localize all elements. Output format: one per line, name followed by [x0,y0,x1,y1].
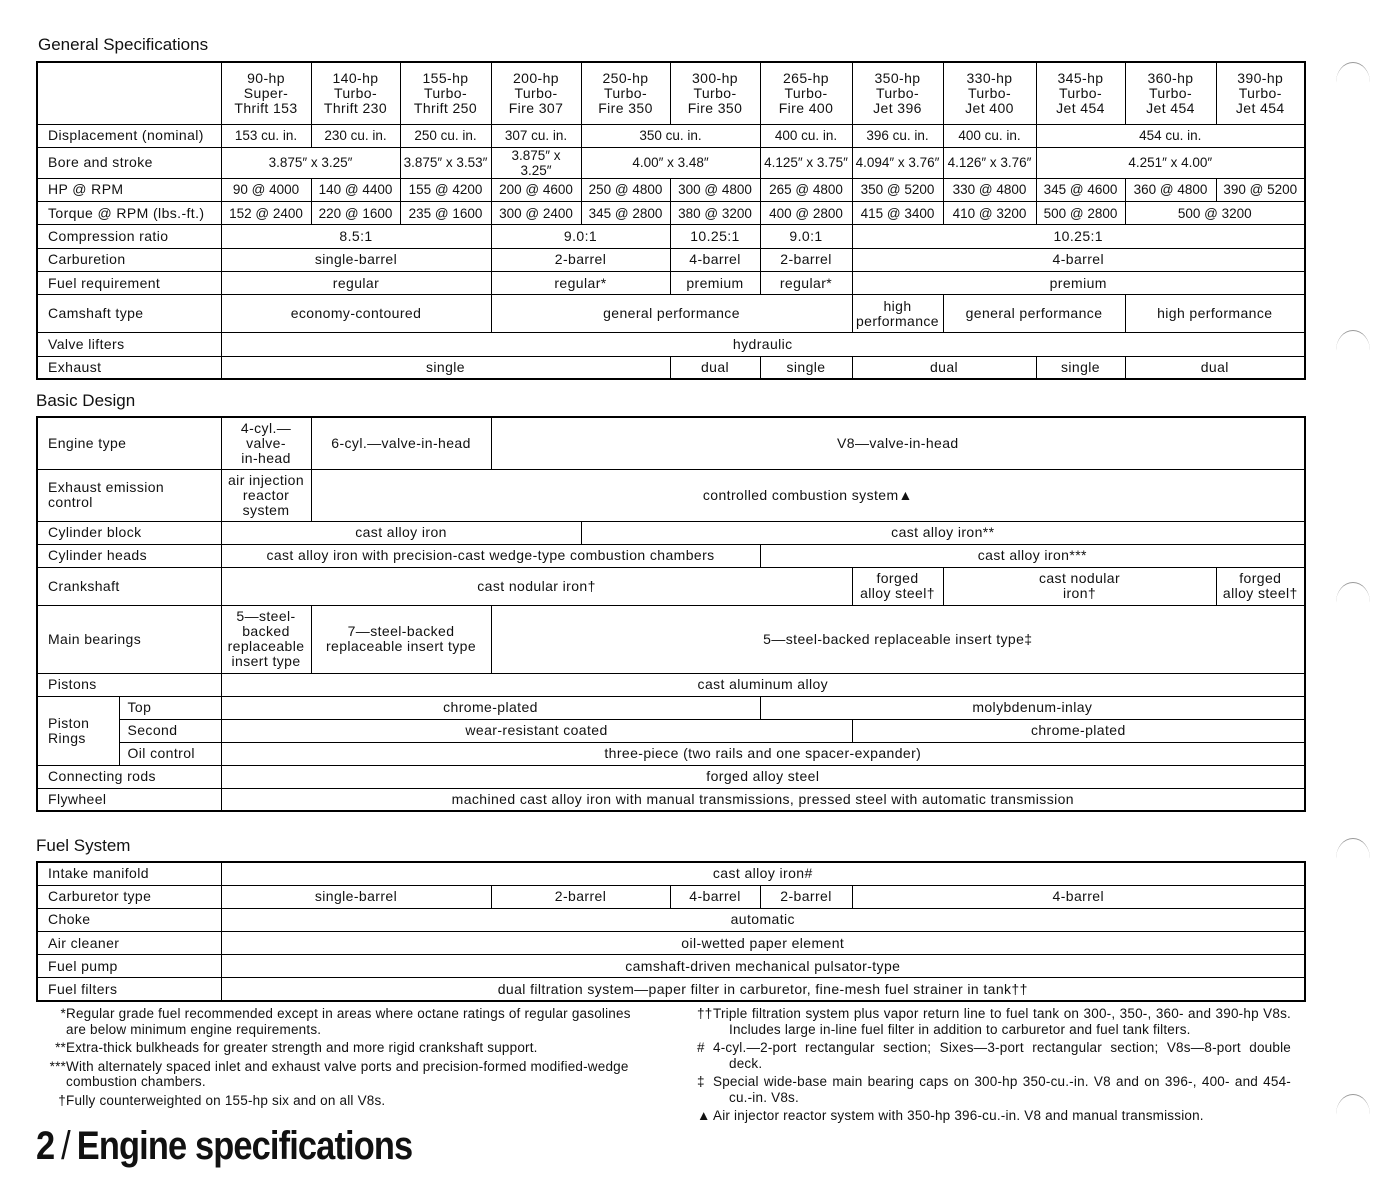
spec-row [37,124,1305,147]
spec-row-label: Intake manifold [37,862,221,885]
spec-row [37,295,1305,333]
footnote [36,1093,636,1109]
spec-value-cell: dual [852,356,1036,379]
engine-header-line: Thrift 250 [413,99,478,116]
engine-header-line: 250-hp [602,69,649,86]
spec-value-cell: premium [670,271,760,294]
spec-row [37,225,1305,248]
general-specifications-title: General Specifications [38,35,209,54]
spec-row-label: Camshaft type [37,295,221,333]
spec-value-cell: dual [1125,356,1305,379]
engine-header-line: 265-hp [783,69,829,86]
spec-row [37,248,1305,271]
spec-value-cell: 90 @ 4000 [221,178,311,201]
spec-value-cell: 2-barrel [760,248,852,271]
spec-value-cell: 307 cu. in. [491,124,581,147]
engine-header-line: Fire 350 [598,99,653,116]
spec-value-cell: 380 @ 3200 [670,202,760,225]
engine-header-line: Turbo- [875,84,920,101]
spec-value-cell: automatic [221,908,1305,931]
spec-row [37,955,1305,978]
spec-value-cell: 4-cyl.— valve- in-head [221,417,311,469]
engine-header-line: Turbo- [333,84,378,101]
spec-value-cell: V8—valve-in-head [491,417,1305,469]
spec-value-cell: 153 cu. in. [221,124,311,147]
spec-value-cell: 360 @ 4800 [1125,178,1216,201]
engine-header-line: Jet 454 [1235,99,1285,116]
spec-value-cell: cast nodular iron† [943,567,1216,605]
spec-value-cell: 4.00″ x 3.48″ [581,147,760,178]
spec-row [37,696,1305,719]
spec-value-cell: 155 @ 4200 [400,178,491,201]
engine-column-header [491,62,581,124]
spec-value-cell: 10.25:1 [852,225,1305,248]
spec-row [37,719,1305,742]
spec-value-cell: 4-barrel [852,885,1305,908]
engine-header-line: Jet 396 [873,99,922,116]
spec-value-cell: air injection reactor system [221,469,311,521]
engine-header-line: Turbo- [693,84,737,101]
spec-value-cell: premium [852,271,1305,294]
spec-row [37,605,1305,673]
engine-column-header [581,62,670,124]
spec-row [37,567,1305,605]
footnotes-right [697,1006,1291,1127]
footer-slash: / [61,1124,70,1168]
spec-row-label: Compression ratio [37,225,221,248]
piston-rings-group-label: Piston Rings [37,696,119,765]
spec-row-label: Valve lifters [37,333,221,356]
spec-row [37,178,1305,201]
engine-header-line: Jet 400 [965,99,1014,116]
spec-value-cell: 235 @ 1600 [400,202,491,225]
spec-row-label: Crankshaft [37,567,221,605]
engine-column-header [221,62,311,124]
footnote: ††Triple filtration system plus vapor return line to fuel tank on 300-, 350-, 360- and 390-hp V8s. Includes large in-line fuel filter in addition to carburetor and fuel tank filters. [697,1006,1291,1037]
spec-value-cell: wear-resistant coated [221,719,852,742]
spec-value-cell: cast alloy iron [221,521,581,544]
engine-header-line: Super- [243,84,289,101]
spec-row [37,469,1305,521]
footnote-text: Triple filtration system plus vapor return line to fuel tank on 300-, 350-, 360- and 390-hp V8s. Includes large in-line fuel filter in addition to carburetor and fuel tank filters. [713,1006,1291,1037]
spec-value-cell: forged alloy steel [221,765,1305,788]
spec-value-cell: 300 @ 2400 [491,202,581,225]
spec-value-cell: hydraulic [221,333,1305,356]
spec-value-cell: chrome-plated [221,696,760,719]
spec-value-cell: 3.875″ x 3.53″ [400,147,491,178]
footnote [36,1059,636,1090]
spec-row [37,521,1305,544]
engine-header-line: Turbo- [1148,84,1193,101]
engine-header-line: 350-hp [874,69,921,86]
spec-row-label: Fuel pump [37,955,221,978]
spec-row-label: Cylinder heads [37,544,221,567]
spec-value-cell: 250 @ 4800 [581,178,670,201]
spec-row-label: Pistons [37,673,221,696]
binder-hole-mark [1336,62,1370,103]
engine-header-line: Fire 400 [778,99,834,116]
spec-value-cell: 350 cu. in. [581,124,760,147]
spec-value-cell: regular* [491,271,670,294]
spec-row [37,333,1305,356]
spec-value-cell: 2-barrel [760,885,852,908]
footnote-text: Air injector reactor system with 350-hp 396-cu.-in. V8 and manual transmission. [713,1108,1204,1123]
spec-value-cell: cast nodular iron† [221,567,852,605]
header-blank-cell [37,62,221,124]
engine-header-line: 140-hp [332,69,379,86]
spec-row [37,202,1305,225]
footnote-marker: ** [55,1040,66,1055]
spec-value-cell: 4.094″ x 3.76″ [852,147,943,178]
spec-value-cell: 2-barrel [491,248,670,271]
engine-header-line: 390-hp [1237,69,1284,86]
spec-value-cell: 8.5:1 [221,225,491,248]
spec-value-cell: 350 @ 5200 [852,178,943,201]
spec-value-cell: regular [221,271,491,294]
engine-header-line: 300-hp [692,69,738,86]
spec-value-cell: 330 @ 4800 [943,178,1036,201]
spec-value-cell: cast alloy iron# [221,862,1305,885]
spec-value-cell: 10.25:1 [670,225,760,248]
spec-row [37,862,1305,885]
spec-value-cell: 390 @ 5200 [1216,178,1305,201]
engine-header-line: Turbo- [514,84,558,101]
engine-header-line: Turbo- [967,84,1012,101]
spec-value-cell: single [760,356,852,379]
binder-hole-mark [1336,582,1370,623]
spec-row [37,271,1305,294]
engine-column-header [852,62,943,124]
spec-row-label: Carburetion [37,248,221,271]
footnote-marker: † [58,1092,66,1108]
spec-value-cell: controlled combustion system▲ [311,469,1305,521]
binder-hole-mark [1336,330,1370,371]
spec-row-label: Choke [37,908,221,931]
spec-value-cell: general performance [491,295,852,333]
binder-hole-mark [1336,838,1370,879]
spec-row [37,765,1305,788]
engine-header-line: Turbo- [1238,84,1282,101]
engine-column-header [1036,62,1125,124]
spec-value-cell: single-barrel [221,885,491,908]
spec-value-cell: single [1036,356,1125,379]
footnote-text: 4-cyl.—2-port rectangular section; Sixes—3-port rectangular section; V8s—8-port double deck. [713,1040,1291,1071]
spec-value-cell: 396 cu. in. [852,124,943,147]
spec-row [37,932,1305,955]
spec-value-cell: 220 @ 1600 [311,202,400,225]
spec-row-label: Engine type [37,417,221,469]
engine-header-line: 360-hp [1147,69,1194,86]
spec-value-cell: general performance [943,295,1125,333]
engine-column-header [760,62,852,124]
spec-value-cell: cast alloy iron with precision-cast wedge-type combustion chambers [221,544,760,567]
footnote-text: With alternately spaced inlet and exhaust valve ports and precision-formed modified-wedge combustion chambers. [66,1058,629,1089]
general-specifications-table [36,61,1306,380]
spec-row-label: Exhaust emission control [37,469,221,521]
engine-header-line: Fire 350 [687,99,743,116]
footnotes-left [36,1006,636,1111]
engine-header-line: Turbo- [423,84,468,101]
spec-value-cell: dual filtration system—paper filter in carburetor, fine-mesh fuel strainer in tank†† [221,978,1305,1001]
basic-design-title: Basic Design [36,391,136,410]
binder-hole-mark [1336,1094,1370,1135]
engine-header-line: Fire 307 [508,99,564,116]
footnote-text: Special wide-base main bearing caps on 300-hp 350-cu.-in. V8 and on 396-, 400- and 454-cu.-in. V8s. [713,1074,1291,1105]
spec-row [37,978,1305,1001]
spec-value-cell: oil-wetted paper element [221,932,1305,955]
spec-row-label: Torque @ RPM (lbs.-ft.) [37,202,221,225]
spec-value-cell: 500 @ 3200 [1125,202,1305,225]
spec-value-cell: high performance [852,295,943,333]
spec-row [37,885,1305,908]
spec-value-cell: 9.0:1 [760,225,852,248]
spec-value-cell: 140 @ 4400 [311,178,400,201]
spec-value-cell: 3.875″ x 3.25″ [491,147,581,178]
footnote: # 4-cyl.—2-port rectangular section; Sixes—3-port rectangular section; V8s—8-port double deck. [697,1040,1291,1071]
spec-row-label: Bore and stroke [37,147,221,178]
spec-value-cell: high performance [1125,295,1305,333]
engine-header-line: Turbo- [784,84,828,101]
spec-row-label: HP @ RPM [37,178,221,201]
engine-header-line: 90-hp [247,69,285,86]
spec-value-cell: 300 @ 4800 [670,178,760,201]
footnote: ‡ Special wide-base main bearing caps on 300-hp 350-cu.-in. V8 and on 396-, 400- and 454-cu.-in. V8s. [697,1074,1291,1105]
spec-row-label: Exhaust [37,356,221,379]
spec-value-cell: forged alloy steel† [1216,567,1305,605]
spec-value-cell: 345 @ 4600 [1036,178,1125,201]
spec-value-cell: cast aluminum alloy [221,673,1305,696]
spec-value-cell: 4-barrel [670,248,760,271]
spec-value-cell: camshaft-driven mechanical pulsator-type [221,955,1305,978]
spec-row [37,417,1305,469]
basic-design-table [36,416,1306,812]
page-number: 2 [36,1124,55,1168]
engine-header-line: 345-hp [1057,69,1104,86]
spec-row [37,908,1305,931]
spec-value-cell: 7—steel-backed replaceable insert type [311,605,491,673]
spec-value-cell: 2-barrel [491,885,670,908]
spec-value-cell: single [221,356,670,379]
spec-value-cell: economy-contoured [221,295,491,333]
engine-header-line: Turbo- [1058,84,1103,101]
engine-header-line: Turbo- [603,84,648,101]
engine-header-line: 155-hp [422,69,469,86]
footnote-text: Fully counterweighted on 155-hp six and on all V8s. [66,1092,386,1108]
spec-row-sublabel: Second [119,719,221,742]
spec-value-cell: 4-barrel [852,248,1305,271]
spec-row-sublabel: Top [119,696,221,719]
engine-header-line: 200-hp [513,69,559,86]
spec-row-label: Fuel requirement [37,271,221,294]
spec-value-cell: 500 @ 2800 [1036,202,1125,225]
fuel-system-title: Fuel System [36,836,131,855]
spec-value-cell: 200 @ 4600 [491,178,581,201]
spec-value-cell: 4.125″ x 3.75″ [760,147,852,178]
spec-value-cell: regular* [760,271,852,294]
spec-value-cell: 410 @ 3200 [943,202,1036,225]
spec-row [37,544,1305,567]
spec-value-cell: 5—steel- backed replaceable insert type [221,605,311,673]
engine-column-header [1216,62,1305,124]
spec-value-cell: 415 @ 3400 [852,202,943,225]
spec-row-label: Cylinder block [37,521,221,544]
footnote: ▲ Air injector reactor system with 350-hp 396-cu.-in. V8 and manual transmission. [697,1108,1204,1123]
page-footer [36,1124,412,1169]
engine-column-header [670,62,760,124]
spec-value-cell: machined cast alloy iron with manual transmissions, pressed steel with automatic transmission [221,788,1305,811]
footnote-marker: * [60,1006,66,1021]
spec-value-cell: forged alloy steel† [852,567,943,605]
engine-column-header [943,62,1036,124]
spec-row [37,147,1305,178]
spec-value-cell: 230 cu. in. [311,124,400,147]
spec-row-label: Connecting rods [37,765,221,788]
spec-value-cell: 4.126″ x 3.76″ [943,147,1036,178]
engine-header-line: Jet 454 [1146,99,1195,116]
spec-value-cell: chrome-plated [852,719,1305,742]
spec-value-cell: dual [670,356,760,379]
spec-value-cell: 400 cu. in. [943,124,1036,147]
spec-value-cell: 265 @ 4800 [760,178,852,201]
fuel-system-table [36,861,1306,1002]
footnote-text: Regular grade fuel recommended except in areas where octane ratings of regular gasolines are below minimum engine requirements. [66,1006,631,1037]
engine-header-line: Thrift 230 [323,99,388,116]
spec-value-cell: 454 cu. in. [1036,124,1305,147]
spec-value-cell: molybdenum-inlay [760,696,1305,719]
engine-column-header [311,62,400,124]
spec-value-cell: 400 @ 2800 [760,202,852,225]
engine-header-line: Jet 454 [1056,99,1105,116]
spec-row-label: Flywheel [37,788,221,811]
spec-row-label: Displacement (nominal) [37,124,221,147]
engine-column-header [1125,62,1216,124]
spec-value-cell: 400 cu. in. [760,124,852,147]
engine-header-line: Thrift 153 [234,99,298,116]
spec-row [37,742,1305,765]
spec-value-cell: 9.0:1 [491,225,670,248]
spec-value-cell: 6-cyl.—valve-in-head [311,417,491,469]
spec-row-label: Fuel filters [37,978,221,1001]
spec-value-cell: 3.875″ x 3.25″ [221,147,400,178]
spec-row-label: Carburetor type [37,885,221,908]
spec-row [37,673,1305,696]
spec-row-label: Main bearings [37,605,221,673]
engine-column-header [400,62,491,124]
spec-value-cell: cast alloy iron** [581,521,1305,544]
footnote-marker: *** [49,1058,66,1074]
footnote [36,1040,636,1056]
spec-value-cell: three-piece (two rails and one spacer-expander) [221,742,1305,765]
page-heading: Engine specifications [76,1124,413,1168]
spec-value-cell: 152 @ 2400 [221,202,311,225]
spec-value-cell: single-barrel [221,248,491,271]
spec-value-cell: 250 cu. in. [400,124,491,147]
footnote-text: Extra-thick bulkheads for greater strength and more rigid crankshaft support. [66,1040,538,1055]
spec-value-cell: 4.251″ x 4.00″ [1036,147,1305,178]
footnote [36,1006,636,1037]
spec-row [37,788,1305,811]
spec-value-cell: 345 @ 2800 [581,202,670,225]
spec-row [37,356,1305,379]
spec-value-cell: 4-barrel [670,885,760,908]
spec-value-cell: 5—steel-backed replaceable insert type‡ [491,605,1305,673]
spec-value-cell: cast alloy iron*** [760,544,1305,567]
engine-header-line: 330-hp [966,69,1013,86]
spec-row-label: Air cleaner [37,932,221,955]
spec-row-sublabel: Oil control [119,742,221,765]
